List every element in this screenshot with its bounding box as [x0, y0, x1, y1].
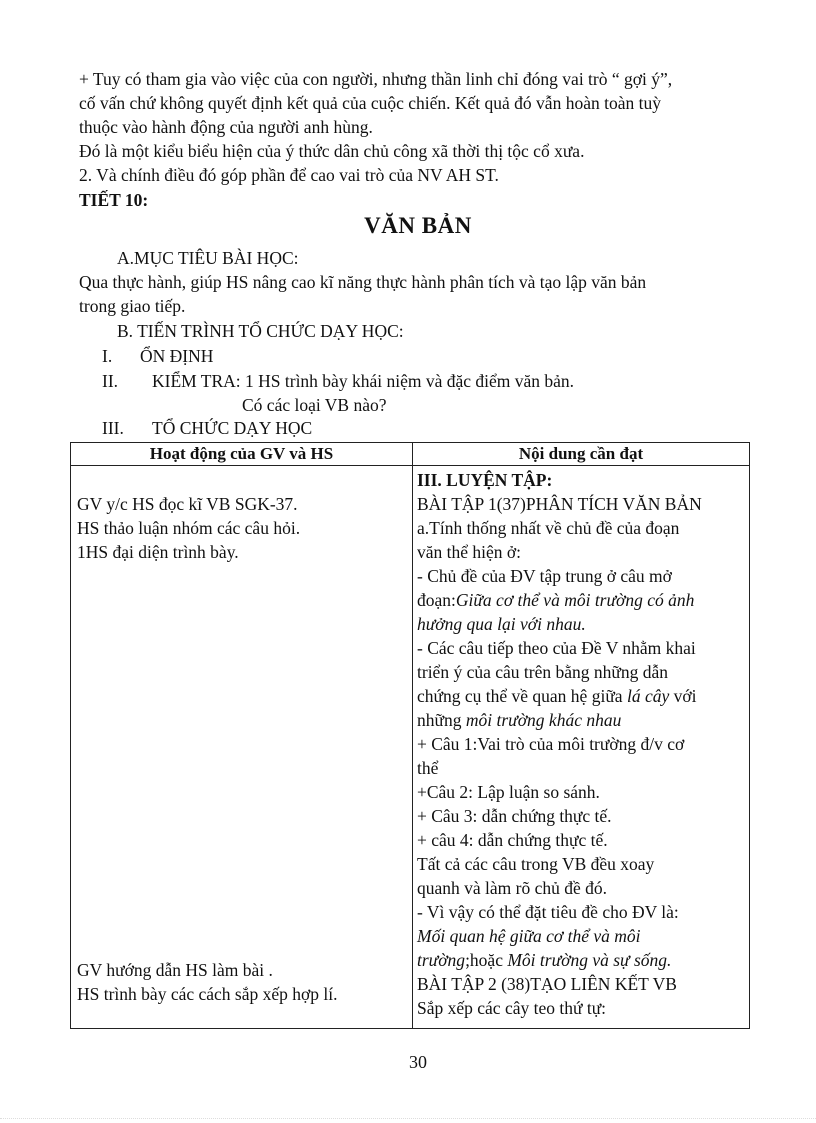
intro-line-1: + Tuy có tham gia vào việc của con người, nhưng thần linh chỉ đóng vai trò “ gợi ý”, — [79, 69, 673, 89]
objective-text-1: Qua thực hành, giúp HS nâng cao kĩ năng thực hành phân tích và tạo lập văn bản — [79, 272, 647, 292]
step-3-text: TỔ CHỨC DẠY HỌC — [152, 418, 313, 438]
content-line-6-a: đoạn: — [417, 590, 456, 610]
content-line-11-b: môi trường khác nhau — [465, 710, 622, 730]
intro-line-3: thuộc vào hành động của người anh hùng. — [79, 117, 373, 137]
lesson-table — [70, 442, 750, 1029]
content-line-21 — [417, 948, 671, 972]
content-line-4: văn thể hiện ở: — [417, 542, 522, 562]
lesson-heading: TIẾT 10: — [79, 190, 149, 210]
objective-text-2: trong giao tiếp. — [79, 296, 186, 316]
content-line-21-c: Môi trường và sự sống. — [507, 950, 672, 970]
objective-heading: A.MỤC TIÊU BÀI HỌC: — [117, 248, 299, 268]
content-line-6 — [417, 588, 694, 612]
content-line-13: thể — [417, 758, 439, 778]
content-line-11 — [417, 708, 621, 732]
content-line-18: quanh và làm rõ chủ đề đó. — [417, 878, 608, 898]
activity-line-4: GV hướng dẫn HS làm bài . — [77, 960, 273, 980]
content-line-19: - Vì vậy có thể đặt tiêu đề cho ĐV là: — [417, 902, 679, 922]
content-line-21-b: ;hoặc — [465, 950, 508, 970]
activity-line-3: 1HS đại diện trình bày. — [77, 542, 239, 562]
intro-line-5: 2. Và chính điều đó góp phần để cao vai trò của NV AH ST. — [79, 165, 499, 185]
page-title: VĂN BẢN — [364, 213, 472, 238]
content-line-11-a: những — [417, 710, 466, 730]
page-number: 30 — [409, 1052, 427, 1072]
process-heading: B. TIẾN TRÌNH TỔ CHỨC DẠY HỌC: — [117, 321, 404, 341]
step-3 — [102, 416, 312, 440]
content-line-2: BÀI TẬP 1(37)PHÂN TÍCH VĂN BẢN — [417, 494, 702, 514]
content-line-21-a: trường — [417, 950, 466, 970]
step-2 — [102, 369, 574, 393]
content-line-6-b: Giữa cơ thể và môi trường có ảnh — [455, 590, 695, 610]
content-line-7: hưởng qua lại với nhau. — [417, 614, 586, 634]
content-line-22: BÀI TẬP 2 (38)TẠO LIÊN KẾT VB — [417, 974, 677, 994]
content-line-3: a.Tính thống nhất về chủ đề của đoạn — [417, 518, 680, 538]
activities-cell — [71, 466, 413, 1029]
content-line-5: - Chủ đề của ĐV tập trung ở câu mở — [417, 566, 672, 586]
page-bottom-rule — [0, 1118, 816, 1119]
step-1 — [102, 344, 213, 368]
content-line-14: +Câu 2: Lập luận so sánh. — [417, 782, 600, 802]
intro-line-2: cố vấn chứ không quyết định kết quả của cuộc chiến. Kết quả đó vẫn hoàn toàn tuỳ — [79, 93, 661, 113]
step-1-number: I. — [102, 346, 113, 366]
content-line-16: + câu 4: dẫn chứng thực tế. — [417, 830, 608, 850]
table-header-activities: Hoạt động của GV và HS — [71, 443, 413, 466]
content-line-10-b: lá cây — [626, 686, 670, 706]
content-line-10-c: với — [669, 686, 697, 706]
activity-line-2: HS thảo luận nhóm các câu hỏi. — [77, 518, 301, 538]
content-line-8: - Các câu tiếp theo của Đề V nhằm khai — [417, 638, 696, 658]
content-line-10-a: chứng cụ thể về quan hệ giữa — [417, 686, 627, 706]
activity-line-1: GV y/c HS đọc kĩ VB SGK-37. — [77, 494, 298, 514]
activity-line-5: HS trình bày các cách sắp xếp hợp lí. — [77, 984, 338, 1004]
content-line-12: + Câu 1:Vai trò của môi trường đ/v cơ — [417, 734, 685, 754]
step-2-text: KIỂM TRA: 1 HS trình bày khái niệm và đặc điểm văn bản. — [152, 371, 575, 391]
content-line-9: triển ý của câu trên bằng những dẫn — [417, 662, 668, 682]
content-line-15: + Câu 3: dẫn chứng thực tế. — [417, 806, 612, 826]
step-2-number: II. — [102, 371, 119, 391]
content-line-17: Tất cả các câu trong VB đều xoay — [417, 854, 655, 874]
content-line-20: Mối quan hệ giữa cơ thể và môi — [417, 926, 641, 946]
intro-line-4: Đó là một kiểu biểu hiện của ý thức dân chủ công xã thời thị tộc cổ xưa. — [79, 141, 585, 161]
table-header-content: Nội dung cần đạt — [413, 443, 750, 466]
content-line-23: Sắp xếp các cây teo thứ tự: — [417, 998, 607, 1018]
content-cell — [413, 466, 750, 1029]
step-2-continued: Có các loại VB nào? — [242, 395, 387, 415]
step-3-number: III. — [102, 418, 124, 438]
content-line-1: III. LUYỆN TẬP: — [417, 470, 553, 490]
step-1-text: ỔN ĐỊNH — [140, 346, 214, 366]
content-line-10 — [417, 684, 696, 708]
